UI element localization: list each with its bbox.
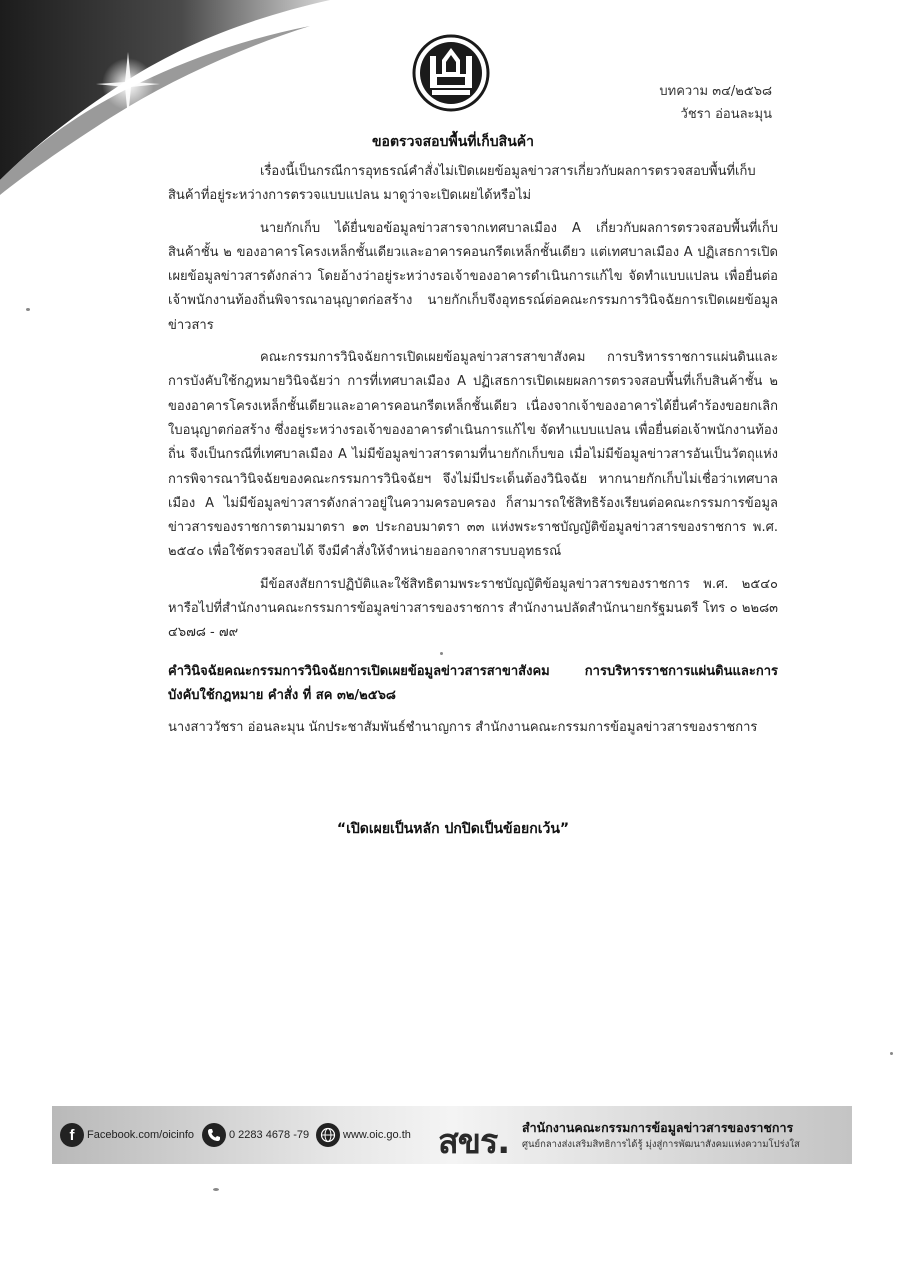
paragraph-contact: มีข้อสงสัยการปฏิบัติและใช้สิทธิตามพระราชบัญญัติข้อมูลข่าวสารของราชการ พ.ศ. ๒๕๔๐ หารือไปที่สำนักงานคณะกรรมการข้อมูลข่าวสารของราชการ สำนักงานปลัดสำนักนายกรัฐมนตรี โทร ๐ ๒๒๘๓ ๔๖๗๘ - ๗๙	[168, 576, 778, 641]
website-contact	[316, 1123, 411, 1147]
paragraph-facts: นายกักเก็บ ได้ยื่นขอข้อมูลข่าวสารจากเทศบาลเมือง A เกี่ยวกับผลการตรวจสอบพื้นที่เก็บสินค้าชั้น ๒ ของอาคารโครงเหล็กชั้นเดียวและอาคารคอนกรีตเหล็กชั้นเดียว แต่เทศบาลเมือง A ปฏิเสธการเปิดเผยข้อมูลข่าวสารดังกล่าว โดยอ้างว่าอยู่ระหว่างรอเจ้าของอาคารดำเนินการแก้ไข จัดทำแบบแปลน เพื่อยื่นต่อเจ้าพนักงานท้องถิ่นพิจารณาอนุญาตก่อสร้าง นายกักเก็บจึงอุทธรณ์ต่อคณะกรรมการวินิจฉัยการเปิดเผยข้อมูลข่าวสาร	[168, 220, 778, 333]
paragraph-intro: เรื่องนี้เป็นกรณีการอุทธรณ์คำสั่งไม่เปิดเผยข้อมูลข่าวสารเกี่ยวกับผลการตรวจสอบพื้นที่เก็บสินค้าที่อยู่ระหว่างการตรวจแบบแปลน มาดูว่าจะเปิดเผยได้หรือไม่	[168, 164, 756, 204]
scan-speck	[890, 1052, 893, 1055]
article-number: บทความ ๓๔/๒๕๖๘	[659, 84, 772, 99]
slogan: “เปิดเผยเป็นหลัก ปกปิดเป็นข้อยกเว้น”	[336, 821, 570, 837]
article-author: วัชรา อ่อนละมุน	[680, 107, 772, 122]
scan-speck	[26, 308, 30, 311]
facebook-link[interactable]: Facebook.com/oicinfo	[87, 1129, 194, 1141]
phone-number[interactable]: 0 2283 4678 -79	[229, 1129, 310, 1141]
org-name: สำนักงานคณะกรรมการข้อมูลข่าวสารของราชการ	[522, 1120, 794, 1135]
scan-speck	[213, 1188, 219, 1191]
paragraph-decision: คณะกรรมการวินิจฉัยการเปิดเผยข้อมูลข่าวสารสาขาสังคม การบริหารราชการแผ่นดินและการบังคับใช้กฎหมายวินิจฉัยว่า การที่เทศบาลเมือง A ปฏิเสธการเปิดเผยผลการตรวจสอบพื้นที่เก็บสินค้าชั้น ๒ ของอาคารโครงเหล็กชั้นเดียวและอาคารคอนกรีตเหล็กชั้นเดียว เนื่องจากเจ้าของอาคารได้ยื่นคำร้องขอยกเลิกใบอนุญาตก่อสร้าง ซึ่งอยู่ระหว่างรอเจ้าของอาคารดำเนินการแก้ไข จัดทำแบบแปลน เพื่อยื่นต่อเจ้าพนักงานท้องถิ่น จึงเป็นกรณีที่เทศบาลเมือง A ไม่มีข้อมูลข่าวสารตามที่นายกักเก็บขอ เมื่อไม่มีข้อมูลข่าวสารอันเป็นวัตถุแห่งการพิจารณาวินิจฉัยของคณะกรรมการวินิจฉัยฯ จึงไม่มีประเด็นต้องวินิจฉัย หากนายกักเก็บไม่เชื่อว่าเทศบาลเมือง A ไม่มีข้อมูลข่าวสารดังกล่าวอยู่ในความครอบครอง ก็สามารถใช้สิทธิร้องเรียนต่อคณะกรรมการข้อมูลข่าวสารของราชการตามมาตรา ๑๓ ประกอบมาตรา ๓๓ แห่งพระราชบัญญัติข้อมูลข่าวสารของราชการ พ.ศ. ๒๕๔๐ เพื่อใช้ตรวจสอบได้ จึงมีคำสั่งให้จำหน่ายออกจากสารบบอุทธรณ์	[168, 350, 778, 560]
article-body	[168, 160, 778, 749]
facebook-contact	[60, 1123, 194, 1147]
author-line: นางสาววัชรา อ่อนละมุน นักประชาสัมพันธ์ชำนาญการ สำนักงานคณะกรรมการข้อมูลข่าวสารของราชการ	[168, 720, 758, 736]
decision-reference: คำวินิจฉัยคณะกรรมการวินิจฉัยการเปิดเผยข้อมูลข่าวสารสาขาสังคม การบริหารราชการแผ่นดินและการบังคับใช้กฎหมาย คำสั่ง ที่ สค ๓๒/๒๕๖๘	[168, 663, 778, 703]
website-link[interactable]: www.oic.go.th	[343, 1129, 411, 1141]
oic-abbrev-logo: สขร.	[438, 1122, 510, 1162]
document-title: ขอตรวจสอบพื้นที่เก็บสินค้า	[371, 134, 534, 150]
phone-contact	[202, 1123, 309, 1147]
facebook-icon: f	[60, 1123, 84, 1147]
phone-icon	[202, 1123, 226, 1147]
article-reference	[659, 80, 772, 126]
footer-banner	[52, 1106, 852, 1164]
government-seal-logo	[412, 34, 490, 112]
org-tagline: ศูนย์กลางส่งเสริมสิทธิการได้รู้ มุ่งสู่การพัฒนาสังคมแห่งความโปร่งใส	[522, 1139, 800, 1150]
scan-speck	[440, 652, 443, 655]
globe-icon	[316, 1123, 340, 1147]
